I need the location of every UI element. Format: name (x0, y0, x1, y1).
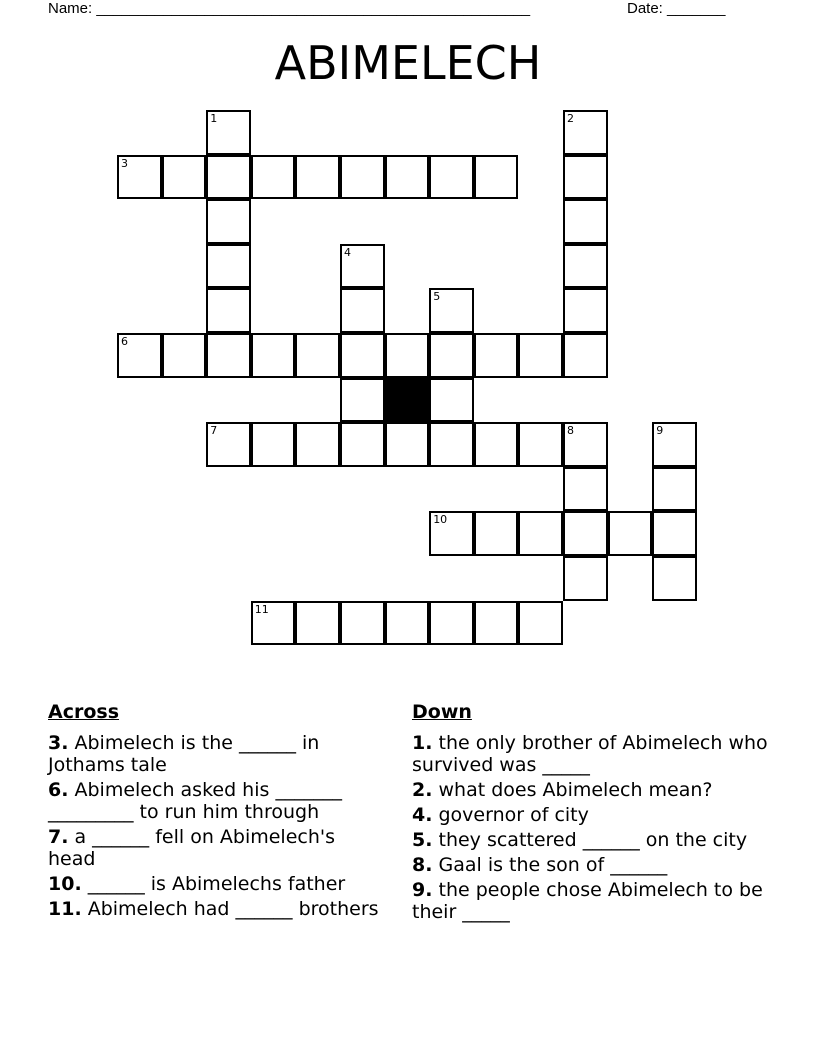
grid-cell[interactable] (563, 244, 608, 289)
clue-number: 6 (121, 335, 128, 348)
clue-number: 4 (344, 245, 351, 259)
grid-cell[interactable] (652, 422, 697, 467)
grid-cell[interactable] (474, 333, 519, 378)
grid-cell[interactable] (340, 155, 385, 200)
clue-text: the only brother of Abimelech who survived was _____ (412, 732, 768, 776)
across-clues (48, 700, 388, 923)
grid-cell[interactable] (429, 155, 474, 200)
grid-cell[interactable] (295, 155, 340, 200)
grid-cell[interactable] (385, 155, 430, 200)
grid-cell[interactable] (563, 155, 608, 200)
grid-cell[interactable] (429, 288, 474, 333)
grid-cell[interactable] (206, 288, 251, 333)
clue-number: 2 (567, 112, 574, 125)
grid-cell[interactable] (474, 601, 519, 646)
grid-cell[interactable] (340, 333, 385, 378)
across-list (48, 732, 388, 920)
down-clues (412, 700, 772, 926)
grid-cell[interactable] (474, 511, 519, 556)
grid-cell[interactable] (474, 422, 519, 467)
grid-cell[interactable] (206, 333, 251, 378)
clue-number: 9. (412, 879, 433, 901)
clue-text: Abimelech is the ______ in Jothams tale (48, 732, 320, 776)
clue-number: 3. (48, 732, 69, 754)
clue-text: Abimelech asked his _______ _________ to run him through (48, 779, 342, 823)
clue-number: 10 (433, 513, 448, 527)
grid-cell[interactable] (563, 110, 608, 155)
across-clue (48, 732, 388, 776)
grid-cell[interactable] (340, 244, 385, 289)
across-heading: Across (48, 701, 120, 723)
clue-number: 1 (210, 112, 218, 125)
clue-number: 5. (412, 829, 433, 851)
grid-cell[interactable] (563, 511, 608, 556)
grid-cell[interactable] (117, 155, 162, 200)
grid-cell[interactable] (385, 333, 430, 378)
clue-number: 5 (433, 290, 441, 304)
grid-cell[interactable] (251, 601, 296, 646)
grid-cell[interactable] (563, 556, 608, 601)
clue-text: the people chose Abimelech to be their _____ (412, 879, 763, 923)
grid-cell[interactable] (652, 511, 697, 556)
grid-block (385, 378, 430, 423)
grid-cell[interactable] (162, 333, 207, 378)
date-line: Date: _______ (627, 0, 726, 17)
grid-cell[interactable] (206, 199, 251, 244)
grid-cell[interactable] (385, 422, 430, 467)
grid-cell[interactable] (206, 422, 251, 467)
clue-number: 6. (48, 779, 69, 801)
page-title: ABIMELECH (274, 36, 542, 90)
across-clue (48, 826, 388, 870)
clue-text: a ______ fell on Abimelech's head (48, 826, 336, 870)
grid-cell[interactable] (563, 288, 608, 333)
down-clue (412, 732, 772, 776)
grid-cell[interactable] (563, 333, 608, 378)
grid-cell[interactable] (429, 333, 474, 378)
grid-cell[interactable] (608, 511, 653, 556)
grid-cell[interactable] (295, 422, 340, 467)
grid-cell[interactable] (652, 467, 697, 512)
grid-cell[interactable] (518, 333, 563, 378)
clue-number: 8. (412, 854, 433, 876)
grid-cell[interactable] (206, 244, 251, 289)
clue-number: 7. (48, 826, 69, 848)
name-line: Name: ____________________________________________________ (48, 0, 531, 17)
grid-cell[interactable] (340, 288, 385, 333)
clue-text: ______ is Abimelechs father (81, 873, 346, 895)
grid-cell[interactable] (251, 155, 296, 200)
grid-cell[interactable] (652, 556, 697, 601)
clue-text: what does Abimelech mean? (432, 779, 713, 801)
grid-cell[interactable] (563, 467, 608, 512)
grid-cell[interactable] (251, 422, 296, 467)
across-clue (48, 779, 388, 823)
clue-text: Abimelech had ______ brothers (81, 898, 379, 920)
down-clue (412, 854, 772, 876)
clue-text: governor of city (432, 804, 589, 826)
clue-text: Gaal is the son of ______ (432, 854, 668, 876)
clue-number: 4. (412, 804, 433, 826)
down-clue (412, 804, 772, 826)
grid-cell[interactable] (340, 601, 385, 646)
clue-number: 8 (567, 424, 574, 438)
grid-cell[interactable] (340, 378, 385, 423)
clue-number: 3 (121, 156, 128, 170)
clue-number: 1. (412, 732, 433, 754)
grid-cell[interactable] (295, 333, 340, 378)
grid-cell[interactable] (474, 155, 519, 200)
grid-cell[interactable] (295, 601, 340, 646)
grid-cell[interactable] (429, 378, 474, 423)
grid-cell[interactable] (429, 511, 474, 556)
down-clue (412, 829, 772, 851)
down-list (412, 732, 772, 923)
grid-cell[interactable] (563, 199, 608, 244)
grid-cell[interactable] (206, 110, 251, 155)
grid-cell[interactable] (385, 601, 430, 646)
grid-cell[interactable] (206, 155, 251, 200)
clue-number: 7 (210, 424, 218, 438)
grid-cell[interactable] (429, 422, 474, 467)
across-clue (48, 873, 388, 895)
grid-cell[interactable] (429, 601, 474, 646)
grid-cell[interactable] (251, 333, 296, 378)
grid-cell[interactable] (518, 601, 563, 646)
grid-cell[interactable] (518, 511, 563, 556)
down-clue (412, 879, 772, 923)
clue-number: 10. (48, 873, 82, 895)
grid-cell[interactable] (340, 422, 385, 467)
grid-cell[interactable] (563, 422, 608, 467)
down-heading: Down (412, 701, 472, 723)
clue-text: they scattered ______ on the city (432, 829, 748, 851)
grid-cell[interactable] (162, 155, 207, 200)
clue-number: 9 (656, 424, 664, 438)
clue-number: 2. (412, 779, 433, 801)
across-clue (48, 898, 388, 920)
clue-number: 11. (48, 898, 82, 920)
clue-number: 11 (254, 602, 269, 616)
grid-cell[interactable] (518, 422, 563, 467)
down-clue (412, 779, 772, 801)
grid-cell[interactable] (117, 333, 162, 378)
